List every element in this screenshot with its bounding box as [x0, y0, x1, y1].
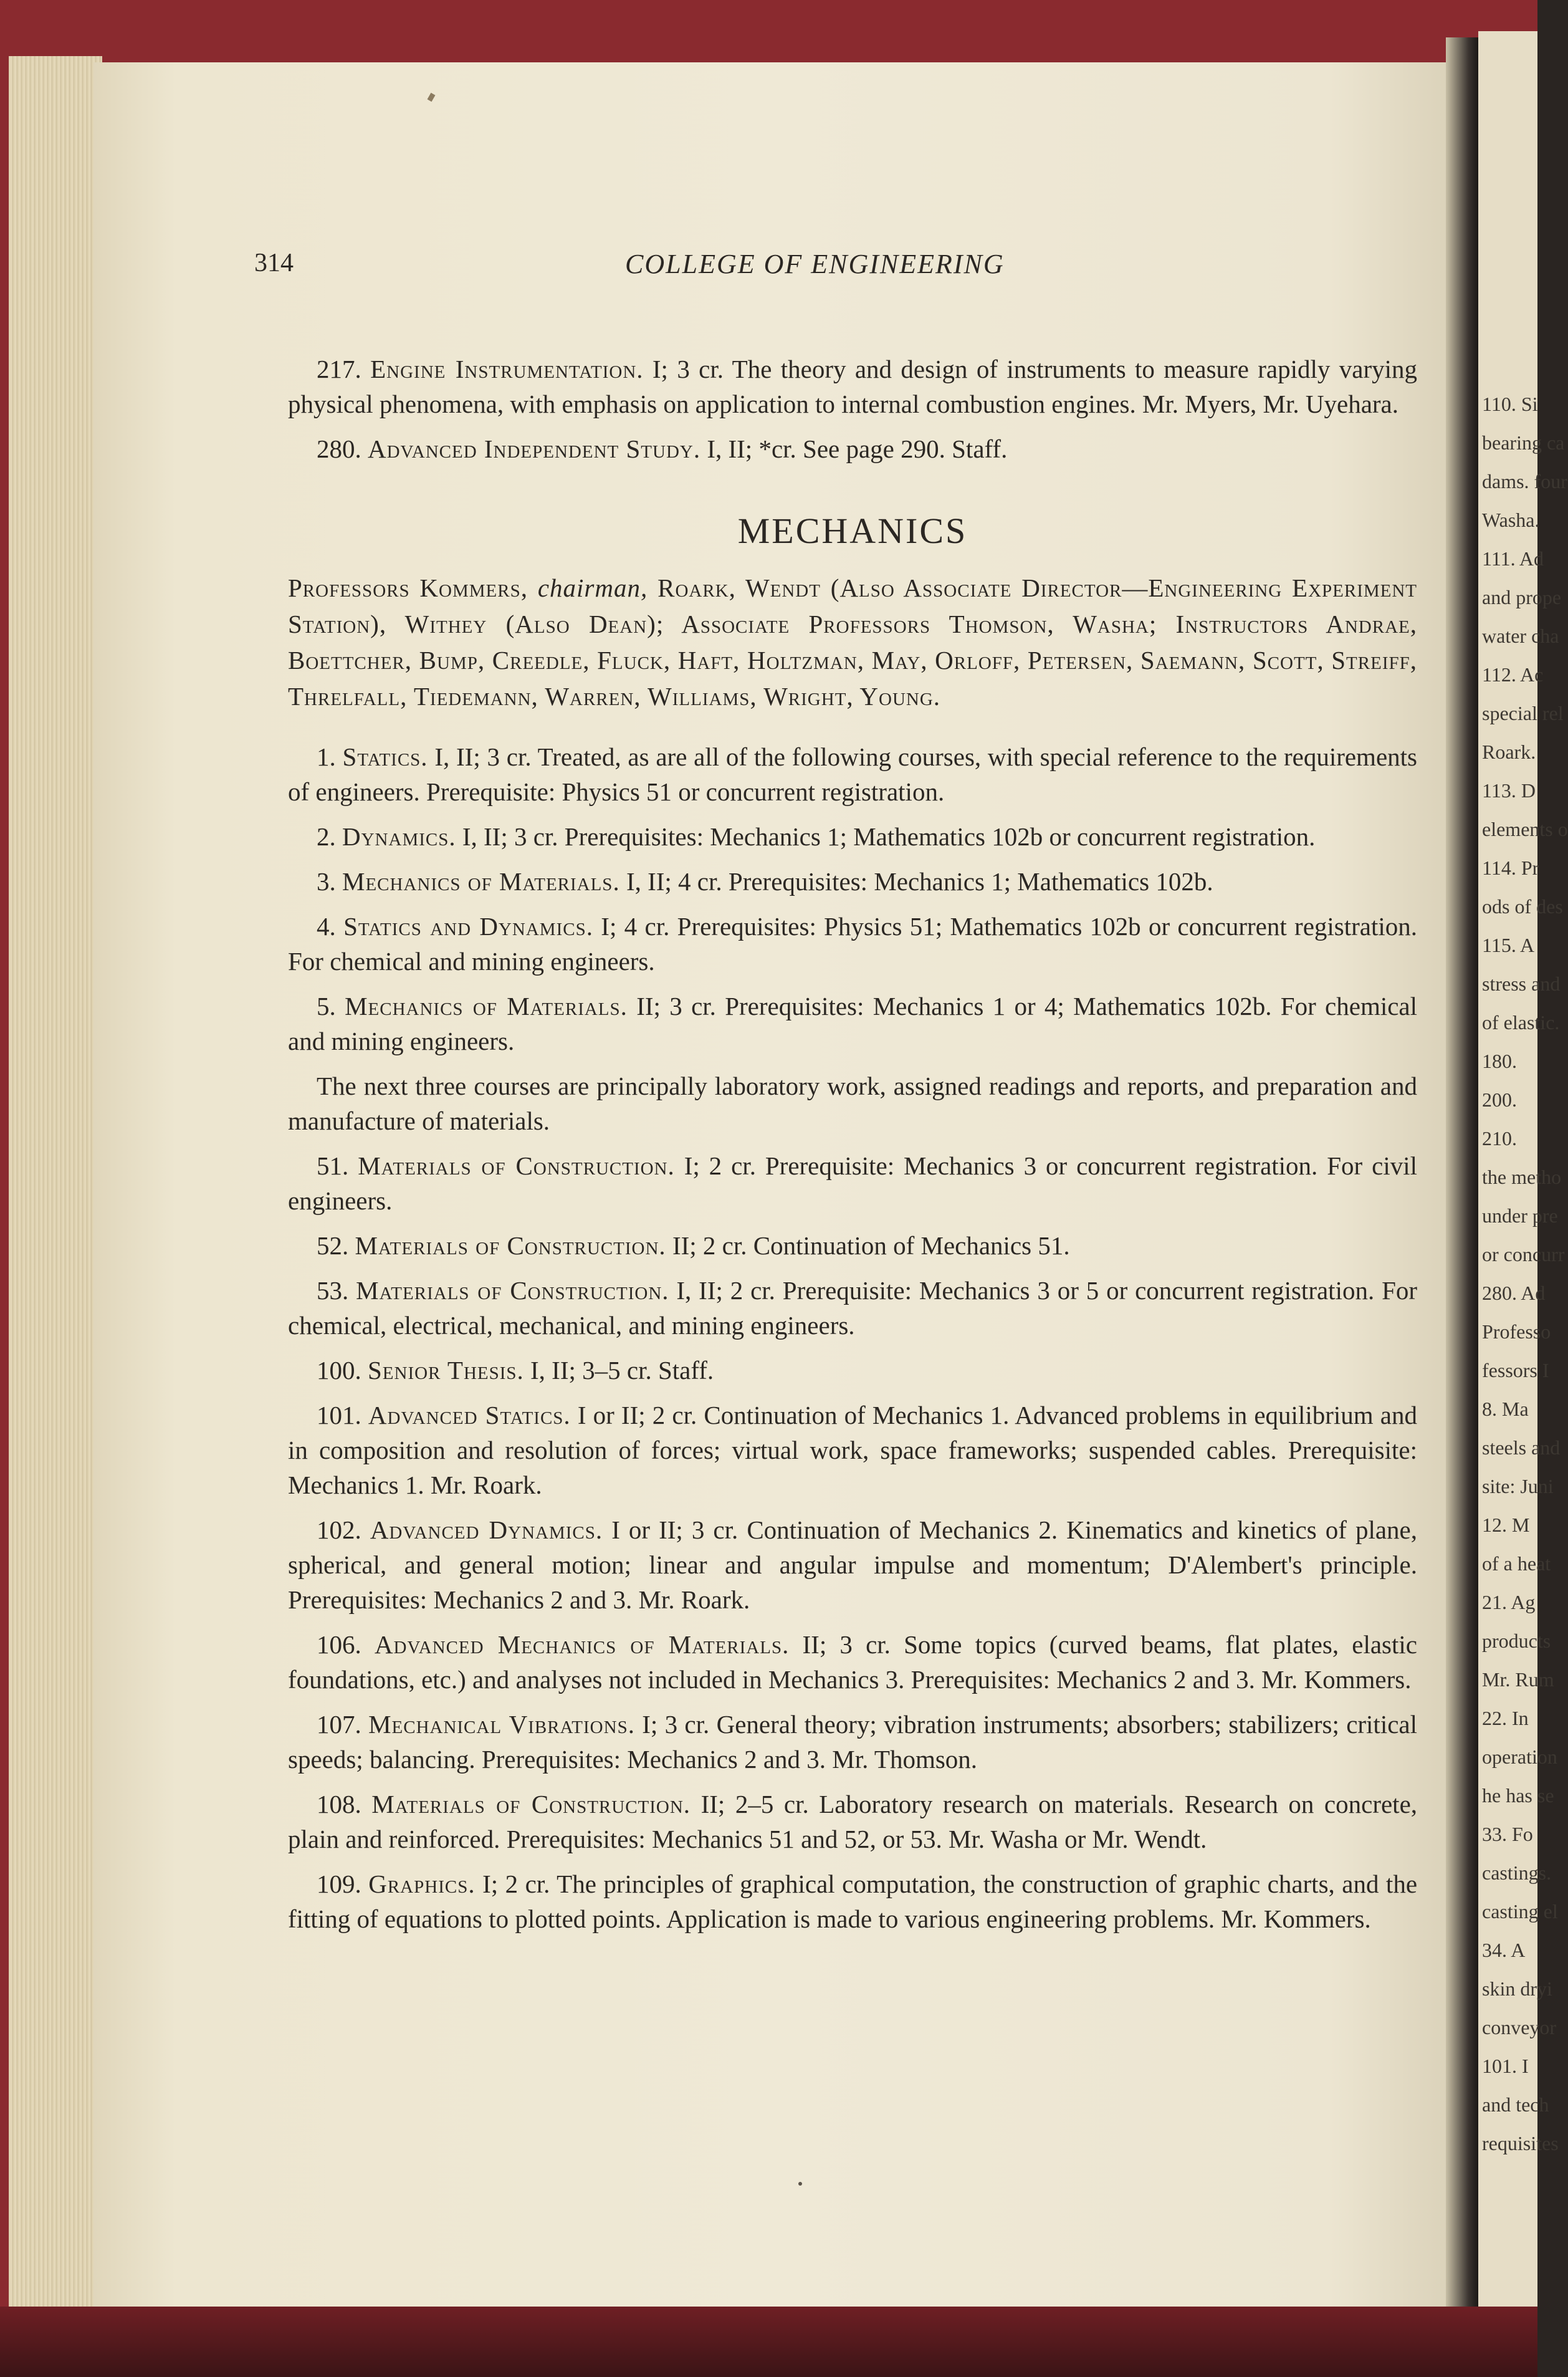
adjacent-page-fragment: Roark. — [1482, 741, 1536, 763]
adjacent-page-fragment: Professo — [1482, 1320, 1551, 1343]
course-title: Mechanical Vibrations. — [368, 1710, 635, 1739]
course-title: Mechanics of Materials. — [345, 992, 628, 1020]
course-number: 106. — [317, 1630, 361, 1659]
course-title: Dynamics. — [342, 822, 456, 851]
course-entry — [288, 431, 1417, 466]
adjacent-page-fragment: water cha — [1482, 625, 1559, 647]
adjacent-page-fragment: under pre — [1482, 1204, 1558, 1227]
adjacent-page-fragment: 12. M — [1482, 1514, 1530, 1536]
faculty-chair: chairman, — [537, 574, 648, 602]
course-description: I, II; *cr. See page 290. Staff. — [707, 435, 1008, 463]
course-description: II; 3 cr. Prerequisites: Mechanics 1 or 4; Mathematics 102b. For chemical and mining engineers. — [288, 992, 1418, 1055]
course-number: 217. — [317, 355, 361, 383]
adjacent-page-fragment: 210. — [1482, 1127, 1517, 1150]
adjacent-page-fragment: 8. Ma — [1482, 1398, 1529, 1420]
adjacent-page-fragment: 101. I — [1482, 2055, 1529, 2077]
cover-bottom-edge — [0, 2307, 1537, 2377]
adjacent-page-fragment: 33. Fo — [1482, 1823, 1533, 1845]
adjacent-page-fragment: 200. — [1482, 1088, 1517, 1111]
course-entry — [288, 819, 1417, 854]
course-title: Materials of Construction. — [358, 1151, 675, 1180]
course-title: Advanced Dynamics. — [370, 1515, 603, 1544]
adjacent-page-fragment: special rel — [1482, 702, 1564, 724]
course-title: Materials of Construction. — [371, 1790, 691, 1818]
course-number: 53. — [317, 1276, 349, 1305]
adjacent-page-fragment: 110. Si — [1482, 393, 1538, 415]
adjacent-page-fragment: or concurr — [1482, 1243, 1565, 1265]
course-title: Engine Instrumentation. — [370, 355, 644, 383]
course-title: Statics. — [342, 742, 428, 771]
faculty-part2: Roark, Wendt (Also Associate Director—Engineering Experiment Station), Withey (Also Dean); Associate Professors Thomson, Washa; Instructors Andrae, Boettcher, Bump, Creedle, Fluck, Haft, Holtzman, May, Orloff, Petersen, Saemann, Scott, Streiff, Threlfall, Tiedemann, Warren, Williams, Wright, Young. — [288, 574, 1418, 711]
course-description: I, II; 3 cr. Treated, as are all of the following courses, with special reference to the requirements of engineers. Prerequisite: Physics 51 or concurrent registration. — [288, 742, 1417, 806]
course-title: Senior Thesis. — [368, 1356, 524, 1385]
course-title: Graphics. — [368, 1870, 476, 1898]
course-entry — [288, 1512, 1417, 1617]
adjacent-page — [1478, 31, 1568, 2338]
adjacent-page-fragment: Washa. — [1482, 509, 1540, 531]
course-description: I; 2 cr. The principles of graphical computation, the construction of graphic charts, and the fitting of equations to plotted points. Application is made to various engineering problems. Mr. Kommers. — [288, 1870, 1418, 1933]
course-entry — [288, 1353, 1417, 1388]
adjacent-page-fragment: castings. — [1482, 1861, 1552, 1884]
adjacent-page-fragment: 21. Ag — [1482, 1591, 1536, 1613]
running-title: COLLEGE OF ENGINEERING — [625, 249, 1005, 279]
course-title: Materials of Construction. — [355, 1231, 666, 1260]
page-dot — [798, 2182, 802, 2186]
adjacent-page-fragment: 114. Pr — [1482, 857, 1539, 879]
faculty-list — [288, 570, 1417, 714]
adjacent-page-fragment: 113. D — [1482, 779, 1536, 802]
adjacent-page-fragment: conveyor — [1482, 2016, 1557, 2038]
course-number: 109. — [317, 1870, 361, 1898]
course-description: I, II; 2 cr. Prerequisite: Mechanics 3 or 5 or concurrent registration. For chemical, electrical, mechanical, and mining engineers. — [288, 1276, 1418, 1340]
course-number: 101. — [317, 1401, 361, 1429]
course-title: Advanced Mechanics of Materials. — [374, 1630, 790, 1659]
adjacent-page-fragment: stress and — [1482, 972, 1561, 995]
adjacent-page-fragment: elements o — [1482, 818, 1568, 840]
adjacent-page-fragment: site: Juni — [1482, 1475, 1554, 1497]
course-title: Statics and Dynamics. — [343, 912, 593, 941]
course-description: I, II; 4 cr. Prerequisites: Mechanics 1; Mathematics 102b. — [626, 867, 1213, 896]
course-entry — [288, 1273, 1417, 1343]
adjacent-page-fragment: and tech — [1482, 2093, 1549, 2116]
course-description: II; 2 cr. Continuation of Mechanics 51. — [672, 1231, 1070, 1260]
course-title: Materials of Construction. — [356, 1276, 669, 1305]
adjacent-page-fragment: operation — [1482, 1746, 1557, 1768]
course-number: 280. — [317, 435, 361, 463]
course-title: Advanced Independent Study. — [368, 435, 701, 463]
adjacent-page-fragment: steels and — [1482, 1436, 1561, 1459]
course-title: Advanced Statics. — [368, 1401, 571, 1429]
adjacent-page-fragment: ods of des — [1482, 895, 1563, 918]
adjacent-page-fragment: the metho — [1482, 1166, 1562, 1188]
course-number: 51. — [317, 1151, 349, 1180]
course-entry — [288, 989, 1417, 1059]
course-description: I, II; 3–5 cr. Staff. — [530, 1356, 714, 1385]
course-entry — [288, 1228, 1417, 1263]
adjacent-page-fragment: he has se — [1482, 1784, 1554, 1807]
course-entry — [288, 352, 1417, 421]
adjacent-page-fragment: 111. Ad — [1482, 547, 1544, 570]
adjacent-page-fragment: and prope — [1482, 586, 1562, 608]
adjacent-page-fragment: of elastic. — [1482, 1011, 1560, 1034]
pre-section-courses — [288, 352, 1417, 466]
course-number: 102. — [317, 1515, 361, 1544]
course-description: I, II; 3 cr. Prerequisites: Mechanics 1; Mathematics 102b or concurrent registration. — [462, 822, 1316, 851]
course-number: 108. — [317, 1790, 361, 1818]
adjacent-page-fragment: bearing ca — [1482, 431, 1565, 454]
course-description: I; 4 cr. Prerequisites: Physics 51; Mathematics 102b or concurrent registration. For chemical and mining engineers. — [288, 912, 1418, 976]
adjacent-page-fragment: 112. Ac — [1482, 663, 1544, 686]
lab-note: The next three courses are principally laboratory work, assigned readings and reports, and preparation and manufacture of materials. — [288, 1072, 1417, 1135]
course-number: 5. — [317, 992, 336, 1020]
adjacent-page-fragment: Mr. Rum — [1482, 1668, 1554, 1691]
section-title: MECHANICS — [737, 511, 968, 551]
course-description: II; 2–5 cr. Laboratory research on materials. Research on concrete, plain and reinforced. Prerequisites: Mechanics 51 and 52, or 53. Mr. Washa or Mr. Wendt. — [288, 1790, 1418, 1853]
course-number: 1. — [317, 742, 336, 771]
course-number: 52. — [317, 1231, 349, 1260]
course-number: 3. — [317, 867, 336, 896]
course-entry — [288, 1866, 1417, 1936]
course-list-b — [288, 1148, 1417, 1936]
adjacent-page-fragment: 280. Ad — [1482, 1282, 1546, 1304]
course-entry — [288, 909, 1417, 979]
course-entry — [288, 739, 1417, 809]
course-list-a — [288, 739, 1417, 1059]
course-entry — [288, 1148, 1417, 1218]
adjacent-page-fragment: 22. In — [1482, 1707, 1529, 1729]
course-entry — [288, 1627, 1417, 1697]
page-edges — [9, 56, 102, 2325]
course-description: II; 3 cr. Some topics (curved beams, flat plates, elastic foundations, etc.) and analyses not included in Mechanics 3. Prerequisites: Mechanics 2 and 3. Mr. Kommers. — [288, 1630, 1417, 1694]
adjacent-page-fragment: fessors I — [1482, 1359, 1549, 1381]
course-title: Mechanics of Materials. — [342, 867, 620, 896]
course-number: 107. — [317, 1710, 361, 1739]
adjacent-page-fragment: products — [1482, 1630, 1551, 1652]
adjacent-page-fragment: of a heat — [1482, 1552, 1551, 1575]
course-description: I; 2 cr. Prerequisite: Mechanics 3 or concurrent registration. For civil engineers. — [288, 1151, 1417, 1215]
page-body — [288, 247, 1417, 1946]
faculty-part1: Professors Kommers, — [288, 574, 528, 602]
adjacent-page-fragment: skin dryi — [1482, 1977, 1552, 2000]
adjacent-page-fragment: requisites — [1482, 2132, 1559, 2154]
course-entry — [288, 864, 1417, 899]
course-number: 100. — [317, 1356, 361, 1385]
course-description: I; 3 cr. The theory and design of instruments to measure rapidly varying physical phenomena, with emphasis on application to internal combustion engines. Mr. Myers, Mr. Uyehara. — [288, 355, 1418, 418]
course-entry — [288, 1707, 1417, 1777]
adjacent-page-fragment: 34. A — [1482, 1939, 1526, 1961]
course-entry — [288, 1787, 1417, 1856]
adjacent-page-fragment: 180. — [1482, 1050, 1517, 1072]
course-description: I or II; 3 cr. Continuation of Mechanics 2. Kinematics and kinetics of plane, spherical, and general motion; linear and angular impulse and momentum; D'Alembert's principle. Prerequisites: Mechanics 2 and 3. Mr. Roark. — [288, 1515, 1418, 1614]
course-number: 4. — [317, 912, 336, 941]
book-gutter — [1446, 37, 1478, 2331]
course-number: 2. — [317, 822, 336, 851]
adjacent-page-fragment: dams. four — [1482, 470, 1567, 492]
course-entry — [288, 1398, 1417, 1502]
adjacent-page-fragment: casting el — [1482, 1900, 1558, 1923]
adjacent-page-fragment: 115. A — [1482, 934, 1535, 956]
page-number: 314 — [254, 249, 294, 277]
course-description: I; 3 cr. General theory; vibration instruments; absorbers; stabilizers; critical speeds; balancing. Prerequisites: Mechanics 2 and 3. Mr. Thomson. — [288, 1710, 1418, 1774]
course-description: I or II; 2 cr. Continuation of Mechanics 1. Advanced problems in equilibrium and in composition and resolution of forces; virtual work, space frameworks; suspended cables. Prerequisite: Mechanics 1. Mr. Roark. — [288, 1401, 1417, 1499]
